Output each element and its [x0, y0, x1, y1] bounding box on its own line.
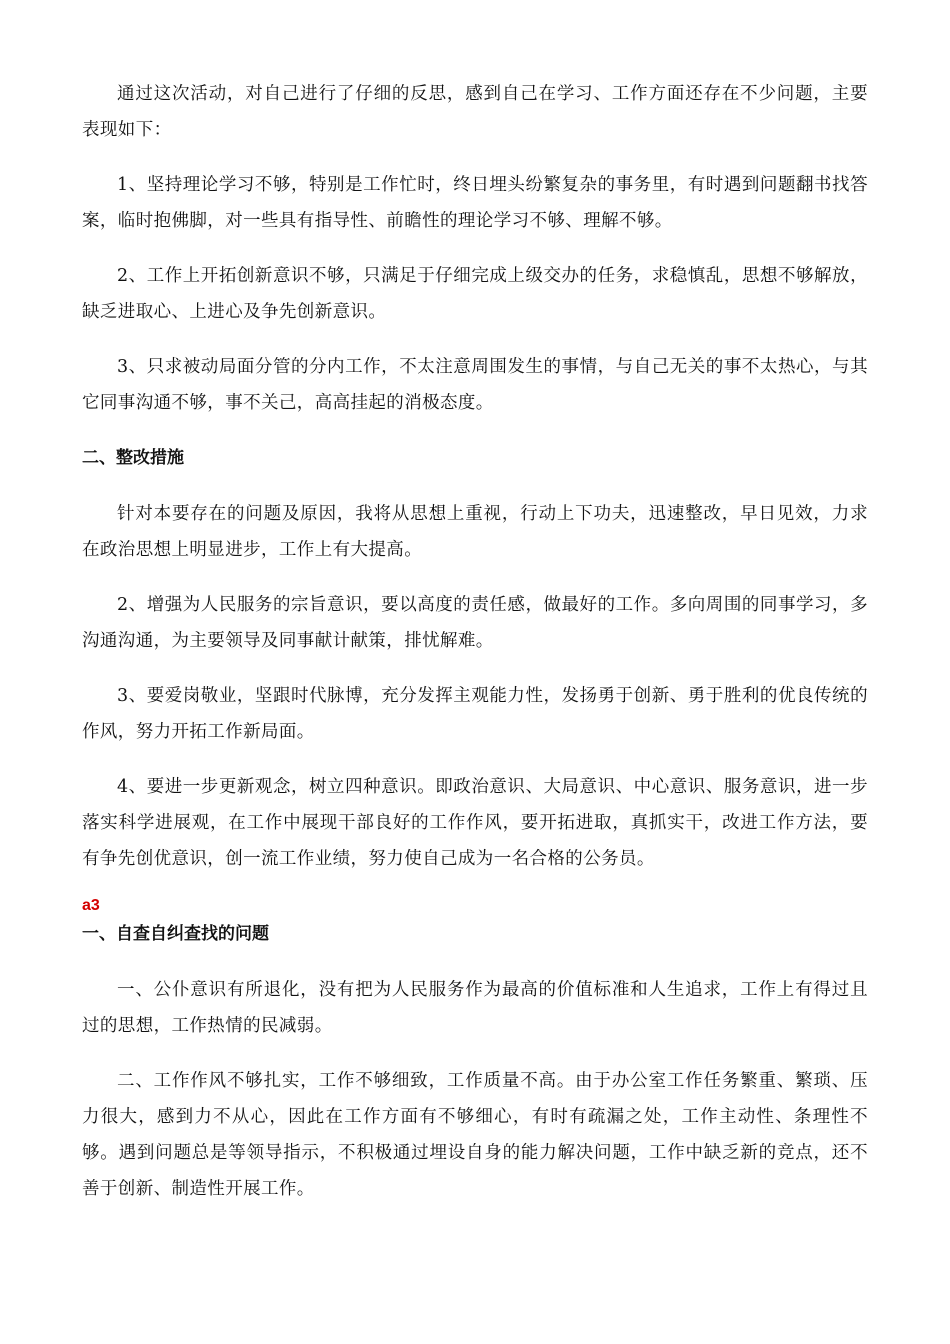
problem-item-2: 2、工作上开拓创新意识不够，只满足于仔细完成上级交办的任务，求稳慎乱，思想不够解放，缺乏进取心、上进心及争先创新意识。	[82, 266, 868, 322]
rectification-item-4: 4、要进一步更新观念，树立四种意识。即政治意识、大局意识、中心意识、服务意识，进一步落实科学进展观，在工作中展现干部良好的工作作风，要开拓进取，真抓实干，改进工作方法，要有争先创优意识，创一流工作业绩，努力使自己成为一名合格的公务员。	[82, 777, 868, 869]
section-heading-self-check: 一、自查自纠查找的问题	[82, 924, 269, 944]
section-heading-rectification: 二、整改措施	[82, 448, 184, 468]
rectification-intro: 针对本要存在的问题及原因，我将从思想上重视，行动上下功夫，迅速整改，早日见效，力求在政治思想上明显进步，工作上有大提高。	[82, 504, 868, 560]
section-marker-label: a3	[82, 897, 100, 914]
self-check-item-2: 二、工作作风不够扎实，工作不够细致，工作质量不高。由于办公室工作任务繁重、繁琐、压力很大，感到力不从心，因此在工作方面有不够细心，有时有疏漏之处，工作主动性、条理性不够。遇到问题总是等领导指示，不积极通过埋设自身的能力解决问题，工作中缺乏新的竞点，还不善于创新、制造性开展工作。	[82, 1071, 868, 1199]
rectification-item-3: 3、要爱岗敬业，坚跟时代脉博，充分发挥主观能力性，发扬勇于创新、勇于胜利的优良传统的作风，努力开拓工作新局面。	[82, 686, 868, 742]
problem-item-3: 3、只求被动局面分管的分内工作，不太注意周围发生的事情，与自己无关的事不太热心，与其它同事沟通不够，事不关己，高高挂起的消极态度。	[82, 357, 868, 413]
problem-item-1: 1、坚持理论学习不够，特别是工作忙时，终日埋头纷繁复杂的事务里，有时遇到问题翻书找答案，临时抱佛脚，对一些具有指导性、前瞻性的理论学习不够、理解不够。	[82, 175, 868, 231]
rectification-item-2: 2、增强为人民服务的宗旨意识，要以高度的责任感，做最好的工作。多向周围的同事学习，多沟通沟通，为主要领导及同事献计献策，排忧解难。	[82, 595, 868, 651]
intro-paragraph: 通过这次活动，对自己进行了仔细的反思，感到自己在学习、工作方面还存在不少问题，主要表现如下：	[82, 84, 868, 140]
document-page	[82, 76, 868, 1226]
self-check-item-1: 一、公仆意识有所退化，没有把为人民服务作为最高的价值标准和人生追求，工作上有得过且过的思想，工作热情的民减弱。	[82, 980, 868, 1036]
